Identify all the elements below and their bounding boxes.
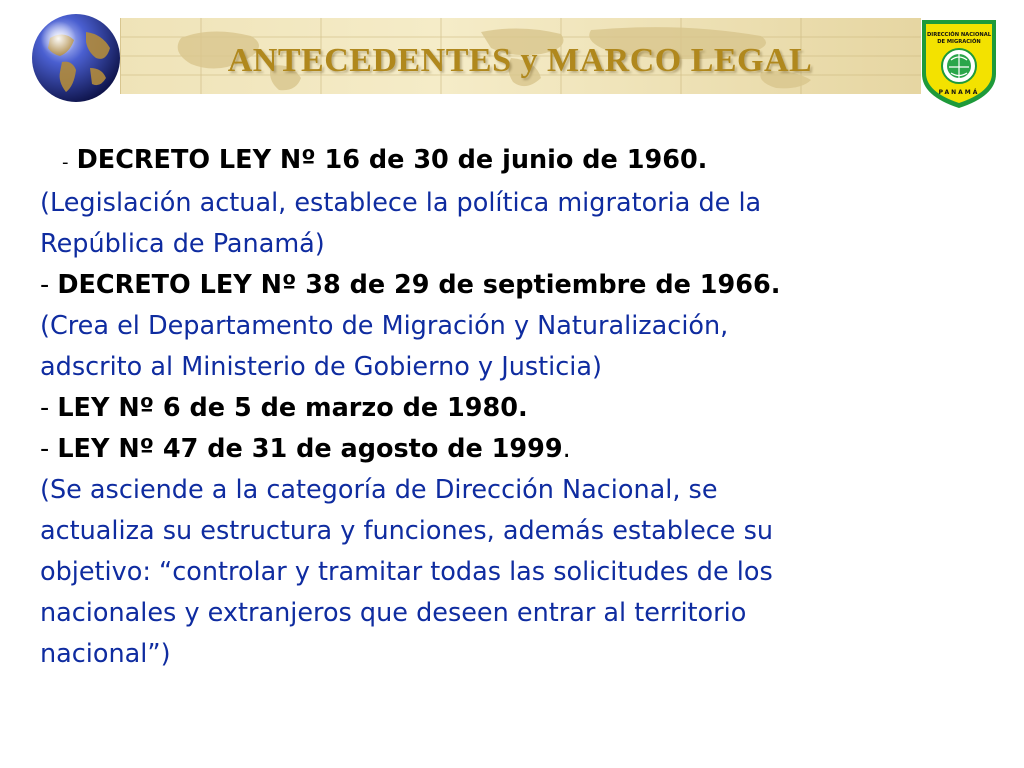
item1-description-line-2: República de Panamá) (40, 229, 325, 259)
item4-period: . (562, 434, 571, 464)
header-banner (0, 0, 1024, 112)
item2-heading (40, 265, 990, 306)
item2-description-line-2: adscrito al Ministerio de Gobierno y Justicia) (40, 352, 602, 382)
item4-heading (40, 429, 990, 470)
migration-seal-logo (918, 14, 1000, 110)
item4-description-line-4: nacionales y extranjeros que deseen entrar al territorio (40, 598, 747, 628)
page-title: ANTECEDENTES y MARCO LEGAL (227, 42, 813, 79)
globe-icon (30, 12, 122, 104)
item3-title: LEY Nº 6 de 5 de marzo de 1980. (57, 393, 528, 423)
item4-description-line-1: (Se asciende a la categoría de Dirección Nacional, se (40, 475, 718, 505)
svg-text:PANAMÁ: PANAMÁ (938, 89, 980, 96)
item2-dash: - (40, 270, 58, 300)
item4-dash: - (40, 434, 58, 464)
item1-title: DECRETO LEY Nº 16 de 30 de junio de 1960. (76, 145, 708, 175)
svg-text:DE MIGRACIÓN: DE MIGRACIÓN (937, 39, 981, 45)
item2-title: DECRETO LEY Nº 38 de 29 de septiembre de 1966. (57, 270, 781, 300)
item4-description-line-3: objetivo: “controlar y tramitar todas las solicitudes de los (40, 557, 773, 587)
item4-title: LEY Nº 47 de 31 de agosto de 1999 (57, 434, 563, 464)
legal-background-list (40, 140, 990, 675)
svg-text:DIRECCIÓN NACIONAL: DIRECCIÓN NACIONAL (926, 32, 992, 38)
item4-description-line-5: nacional”) (40, 639, 171, 669)
item1-dash: - (62, 152, 69, 173)
item4-description-line-2: actualiza su estructura y funciones, además establece su (40, 516, 774, 546)
item1-description-line-1: (Legislación actual, establece la política migratoria de la (40, 188, 762, 218)
item3-heading (40, 388, 990, 429)
item1-heading (40, 140, 990, 183)
item3-dash: - (40, 393, 58, 423)
item2-description-line-1: (Crea el Departamento de Migración y Naturalización, (40, 311, 729, 341)
